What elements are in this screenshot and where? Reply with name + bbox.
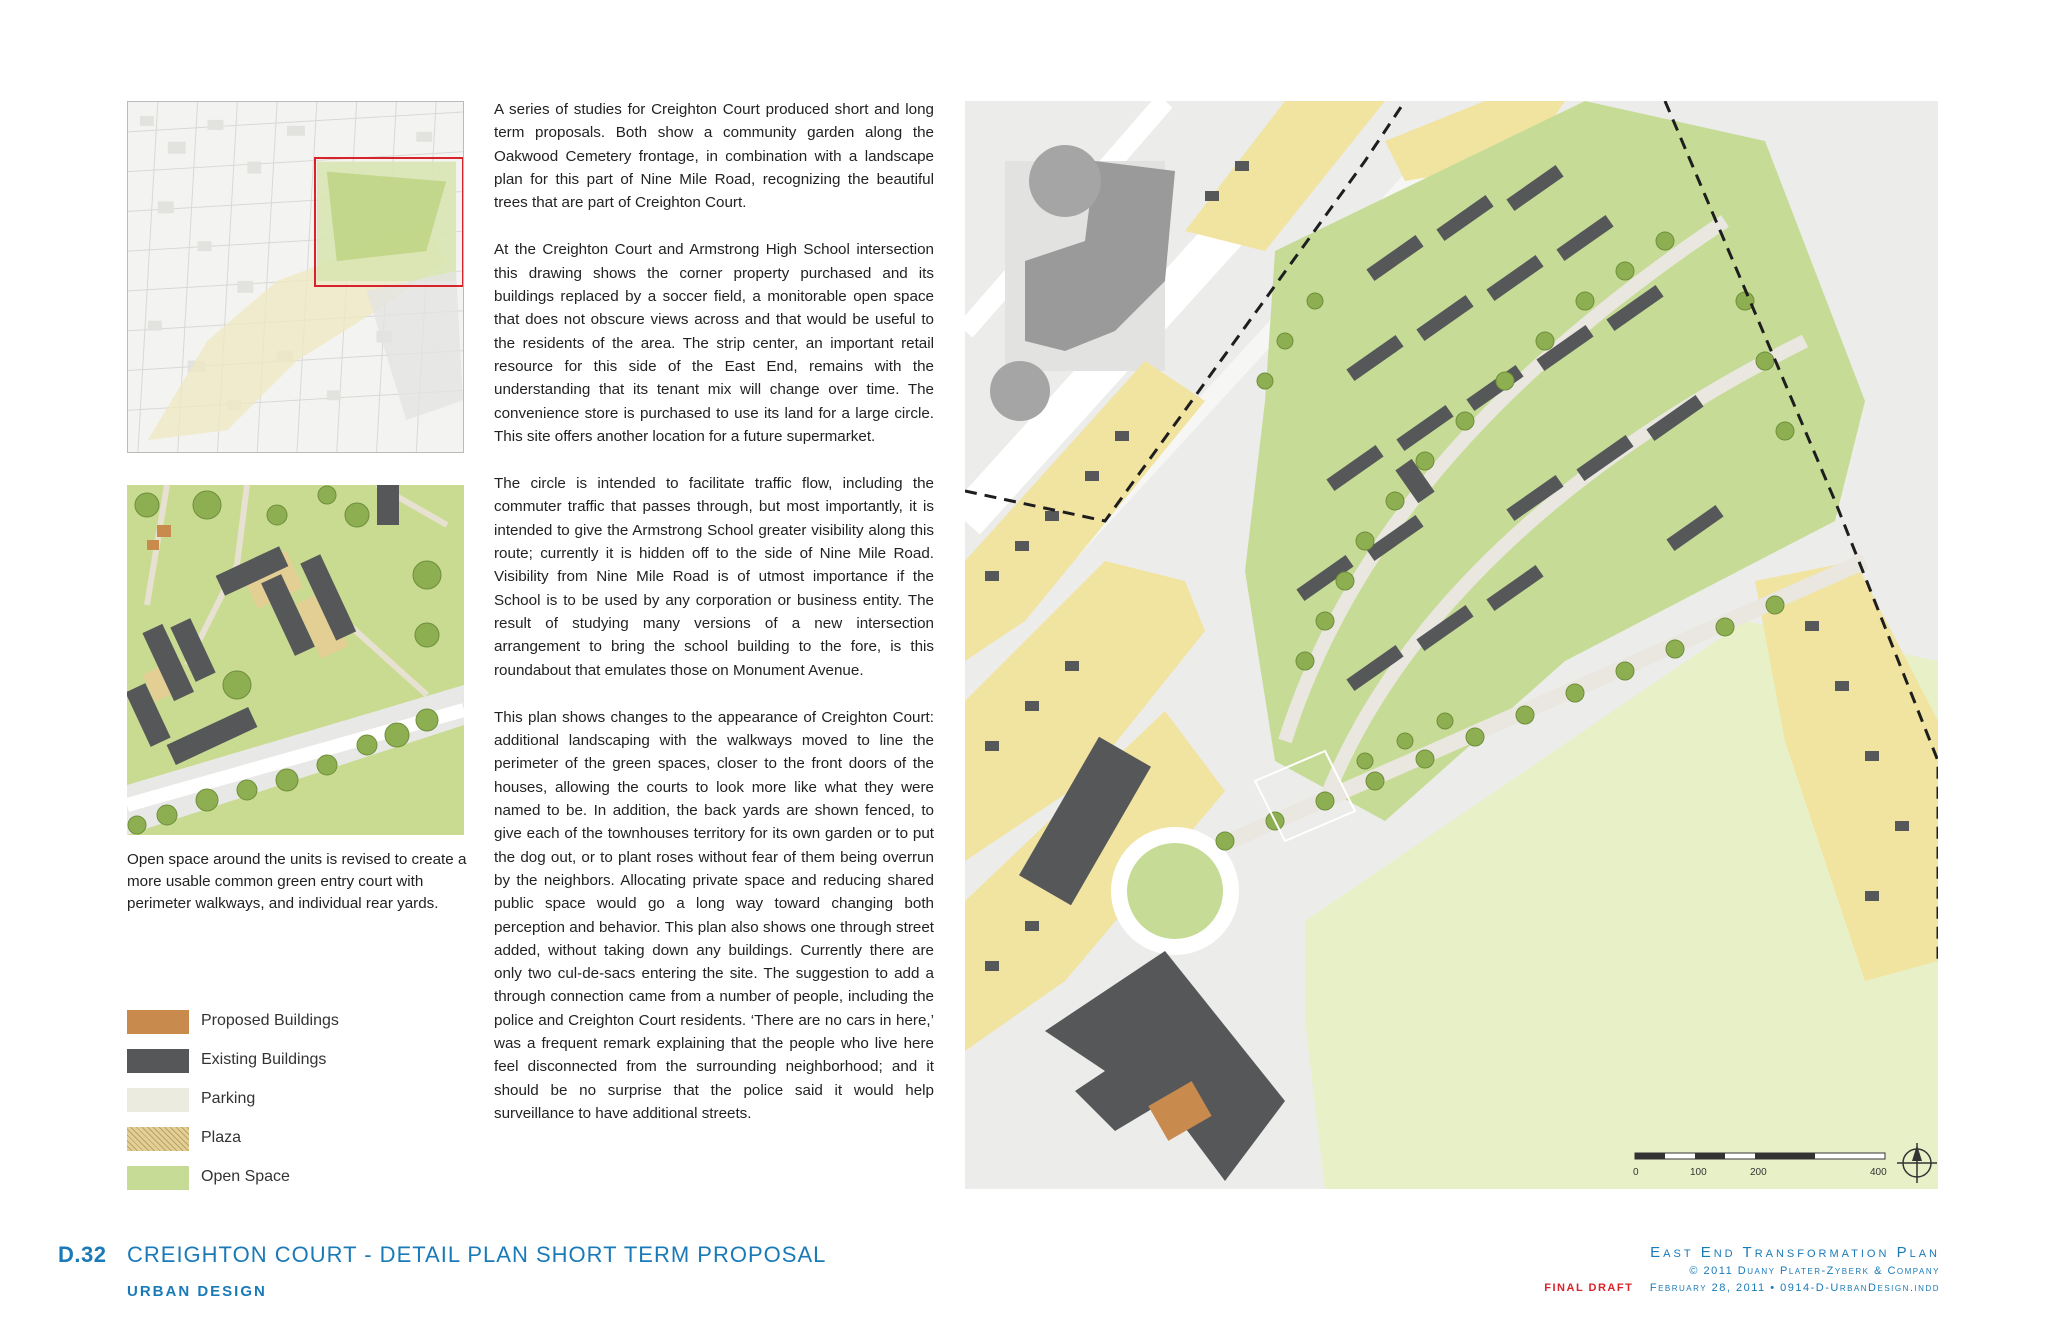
date-file: February 28, 2011 • 0914-D-UrbanDesign.indd	[1649, 1282, 1940, 1294]
legend-swatch-existing-buildings	[127, 1049, 189, 1073]
detail-map-drawing	[127, 485, 464, 835]
legend-item-open-space	[127, 1166, 427, 1190]
key-map-highlight	[314, 157, 464, 287]
draft-status: FINAL DRAFT	[1544, 1282, 1634, 1294]
legend-swatch-open-space	[127, 1166, 189, 1190]
legend-label: Open Space	[201, 1168, 290, 1185]
scale-label-100: 100	[1690, 1167, 1707, 1178]
legend-label: Proposed Buildings	[201, 1012, 339, 1029]
page-code: D.32	[58, 1242, 107, 1267]
legend-label: Plaza	[201, 1129, 242, 1146]
scale-label-200: 200	[1750, 1167, 1767, 1178]
legend-label: Existing Buildings	[201, 1051, 327, 1068]
legend-swatch-proposed-buildings	[127, 1010, 189, 1034]
site-plan-drawing	[965, 101, 1938, 1189]
legend-label: Parking	[201, 1090, 256, 1107]
detail-map	[127, 485, 464, 835]
legend-item-proposed-buildings	[127, 1010, 427, 1034]
detail-map-caption: Open space around the units is revised to create a more usable common green entry court with perimeter walkways, and individual rear yards.	[127, 851, 467, 912]
key-map	[127, 101, 464, 453]
footer-info	[1544, 1244, 1940, 1294]
legend-swatch-plaza	[127, 1127, 189, 1151]
site-plan	[965, 101, 1938, 1189]
body-paragraph: At the Creighton Court and Armstrong High School intersection this drawing shows the corner property purchased and its buildings replaced by a soccer field, a monitorable open space that does not obscure views across and that would be useful to the residents of the area. The strip center, an important retail resource for this side of the East End, remains with the understanding that its tenant mix will change over time. The convenience store is purchased to use its land for a large circle. This site offers another location for a future supermarket.	[494, 241, 934, 445]
scale-label-0: 0	[1633, 1167, 1639, 1178]
body-text	[494, 98, 934, 1149]
legend-item-parking	[127, 1088, 427, 1112]
page-title: CREIGHTON COURT - DETAIL PLAN SHORT TERM PROPOSAL	[127, 1242, 827, 1267]
legend-item-existing-buildings	[127, 1049, 427, 1073]
draft-line	[1544, 1282, 1940, 1294]
body-paragraph: A series of studies for Creighton Court produced short and long term proposals. Both show a community garden along the Oakwood Cemetery frontage, in combination with a landscape plan for this part of Nine Mile Road, recognizing the beautiful trees that are part of Creighton Court.	[494, 101, 934, 212]
section-label: URBAN DESIGN	[127, 1283, 267, 1300]
plan-name: East End Transformation Plan	[1650, 1244, 1940, 1261]
legend-item-plaza	[127, 1127, 427, 1151]
body-paragraph: This plan shows changes to the appearance of Creighton Court: additional landscaping with the walkways moved to line the perimeter of the green spaces, closer to the front doors of the houses, allowing the courts to look more like what they were named to be. In addition, the back yards are shown fenced, to give each of the townhouses territory for its own garden or to put the dog out, or to plant roses without fear of them being overrun by the neighbors. Allocating private space and reducing shared public space would go a long way toward changing both perception and behavior. This plan also shows one through street added, without taking down any buildings. Currently there are only two cul-de-sacs entering the site. The suggestion to add a through connection came from a number of people, including the police and Creighton Court residents. ‘There are no cars in here,’ was a frequent remark explaining that the people who live here feel disconnected from the surrounding neighborhood; and it should be no surprise that the police said it would help surveillance to have additional streets.	[494, 708, 934, 1122]
copyright: © 2011 Duany Plater-Zyberk & Company	[1689, 1265, 1940, 1277]
scale-label-400: 400	[1870, 1167, 1887, 1178]
body-paragraph: The circle is intended to facilitate traffic flow, including the commuter traffic that passes through, but most importantly, it is intended to give the Armstrong School greater visibility along this route; currently it is hidden off to the side of Nine Mile Road. Visibility from Nine Mile Road is of utmost importance if the School is to be used by any corporation or business entity. The result of studying many versions of a new intersection arrangement to bring the school building to the fore, is this roundabout that emulates those on Monument Avenue.	[494, 475, 934, 679]
legend-swatch-parking	[127, 1088, 189, 1112]
